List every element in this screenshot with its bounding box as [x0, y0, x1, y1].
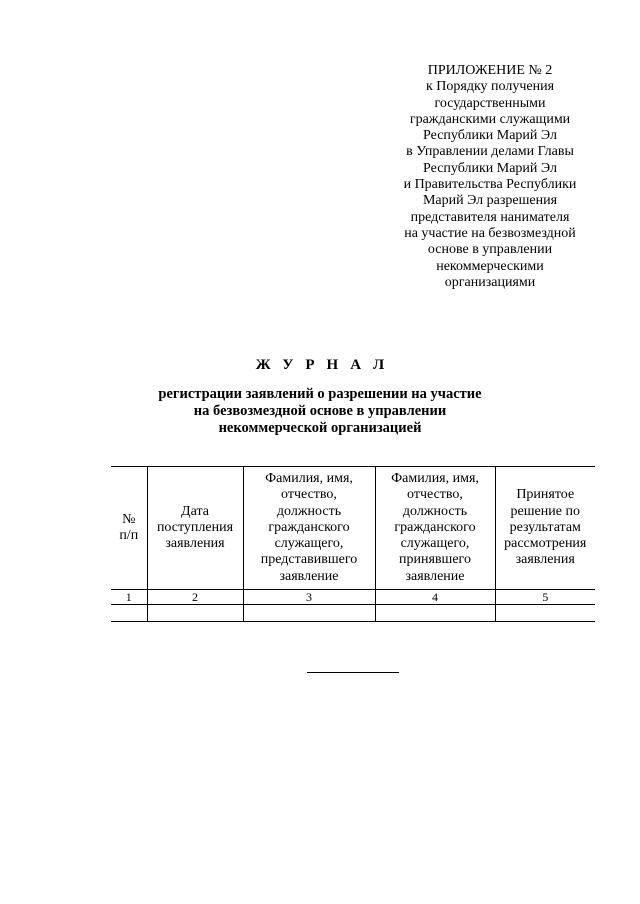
journal-subtitle: [0, 386, 640, 437]
table-cell: [111, 605, 147, 622]
column-header-line: гражданского: [394, 519, 476, 535]
column-header-1: [111, 467, 147, 590]
column-header-line: п/п: [119, 528, 139, 543]
column-header-line: решение по: [510, 503, 580, 519]
column-header-line: №: [122, 511, 136, 527]
column-header-3: [243, 467, 375, 590]
appendix-line: на участие на безвозмездной: [404, 225, 576, 241]
appendix-line: Республики Марий Эл: [423, 160, 557, 176]
column-header-2: [147, 467, 243, 590]
column-header-line: поступления: [156, 519, 234, 535]
column-header-line: отчество,: [281, 487, 337, 503]
appendix-line: к Порядку получения: [425, 79, 555, 95]
appendix-line: основе в управлении: [427, 242, 553, 258]
column-header-line: заявления: [515, 552, 575, 568]
column-header-line: отчество,: [407, 487, 463, 503]
column-header-line: представившего: [260, 552, 358, 568]
column-header-line: принявшего: [399, 552, 471, 568]
column-number-row: [111, 590, 595, 605]
column-header-line: должность: [276, 503, 342, 519]
table-cell: [243, 605, 375, 622]
appendix-line: ПРИЛОЖЕНИЕ № 2: [427, 63, 553, 78]
column-header-line: рассмотрения: [504, 536, 587, 552]
appendix-line: некоммерческими: [436, 258, 544, 274]
appendix-line: гражданскими служащими: [409, 111, 571, 127]
end-divider: [307, 672, 399, 673]
column-header-5: [495, 467, 595, 590]
column-number: 2: [147, 590, 243, 605]
column-number: 5: [495, 590, 595, 605]
table-header-row: [111, 467, 595, 590]
table-row: [111, 605, 595, 622]
appendix-line: организациями: [444, 274, 536, 290]
column-header-line: гражданского: [268, 519, 350, 535]
column-number: 3: [243, 590, 375, 605]
column-header-line: Дата: [181, 503, 209, 519]
appendix-line: Марий Эл разрешения: [422, 193, 558, 209]
appendix-block: [378, 63, 602, 291]
appendix-line: государственными: [434, 95, 546, 111]
column-header-line: Фамилия, имя,: [391, 470, 479, 486]
column-header-line: должность: [402, 503, 468, 519]
column-number: 4: [375, 590, 495, 605]
column-header-line: результатам: [509, 519, 581, 535]
column-header-line: служащего,: [274, 536, 344, 552]
table-cell: [375, 605, 495, 622]
column-number: 1: [111, 590, 147, 605]
column-header-line: служащего,: [400, 536, 470, 552]
appendix-line: Республики Марий Эл: [423, 128, 557, 144]
column-header-4: [375, 467, 495, 590]
subtitle-line: на безвозмездной основе в управлении: [193, 403, 447, 419]
column-header-line: Фамилия, имя,: [265, 470, 353, 486]
column-header-line: заявление: [405, 568, 465, 584]
subtitle-line: регистрации заявлений о разрешении на участие: [158, 386, 482, 402]
appendix-line: и Правительства Республики: [403, 177, 577, 193]
column-header-line: заявление: [279, 568, 339, 584]
table-cell: [147, 605, 243, 622]
table-cell: [495, 605, 595, 622]
appendix-line: представителя нанимателя: [410, 209, 570, 225]
column-header-line: заявления: [165, 536, 225, 552]
column-header-line: Принятое: [516, 487, 575, 503]
appendix-line: в Управлении делами Главы: [406, 144, 574, 160]
subtitle-line: некоммерческой организацией: [218, 420, 422, 436]
registration-table: [111, 466, 595, 622]
journal-title: ЖУРНАЛ: [255, 357, 397, 373]
